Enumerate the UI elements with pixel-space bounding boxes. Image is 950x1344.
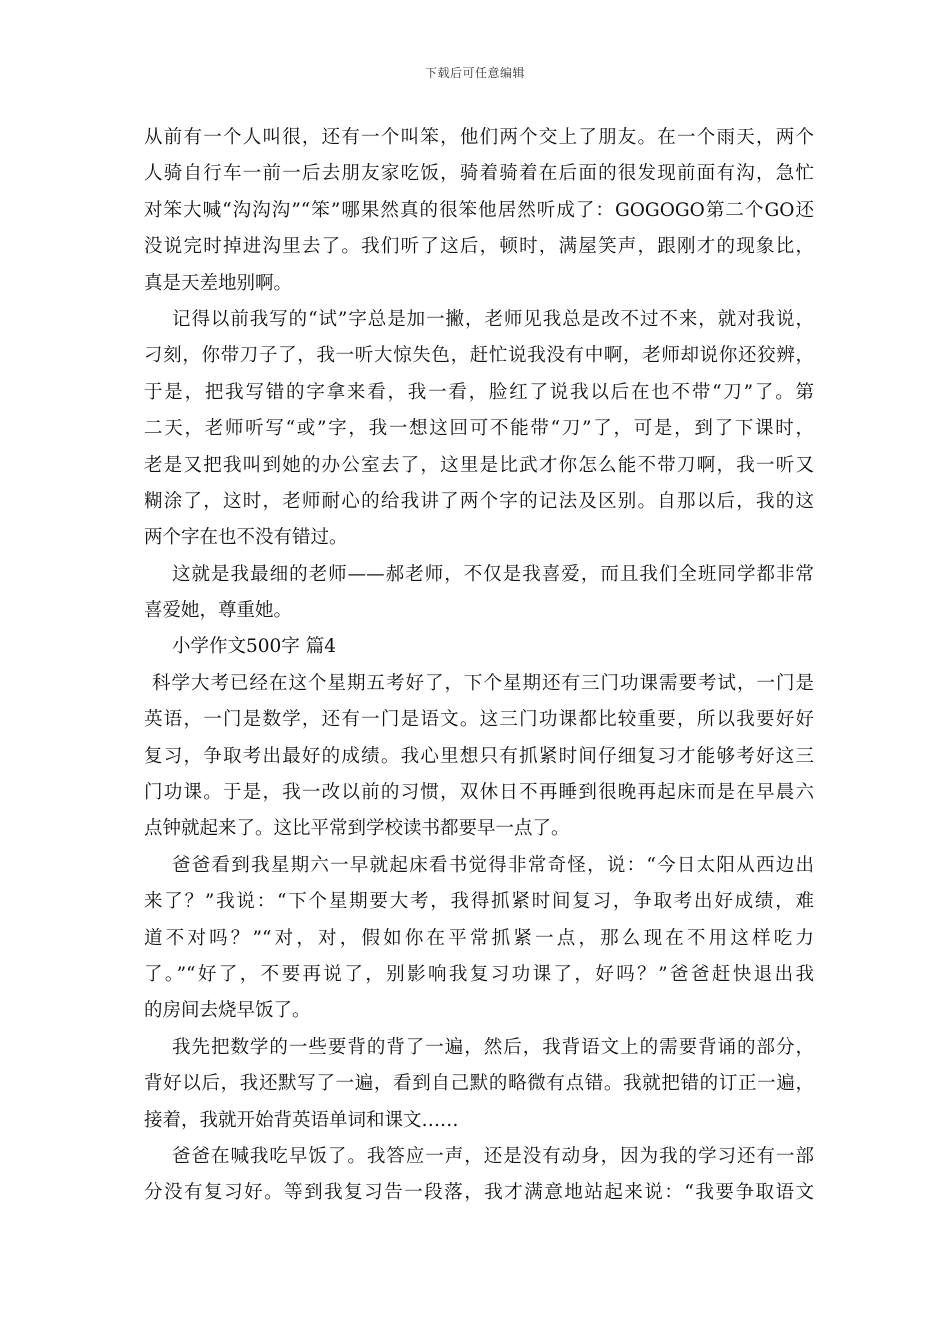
text-line: 我先把数学的一些要背的背了一遍，然后，我背语文上的需要背诵的部分， xyxy=(172,1036,814,1058)
text-line: 接着，我就开始背英语单词和课文…… xyxy=(144,1109,459,1131)
text-line: 点钟就起来了。这比平常到学校读书都要早一点了。 xyxy=(144,818,570,840)
paragraph xyxy=(144,120,814,302)
text-line: 爸爸在喊我吃早饭了。我答应一声，还是没有动身，因为我的学习还有一部 xyxy=(172,1145,814,1167)
text-line: 二天，老师听写“或”字，我一想这回可不能带“刀”了，可是，到了下课时， xyxy=(144,418,814,440)
text-line: 背好以后，我还默写了一遍，看到自己默的略微有点错。我就把错的订正一遍， xyxy=(144,1073,814,1095)
paragraph xyxy=(144,557,814,630)
text-line: 没说完时掉进沟里去了。我们听了这后，顿时，满屋笑声，跟刚才的现象比， xyxy=(144,236,814,258)
text-line: 人骑自行车一前一后去朋友家吃饭，骑着骑着在后面的很发现前面有沟，急忙 xyxy=(144,163,814,185)
text-line: 来了？”我说：“下个星期要大考，我得抓紧时间复习，争取考出好成绩，难 xyxy=(144,891,814,913)
text-line: 爸爸看到我星期六一早就起床看书觉得非常奇怪，说：“今日太阳从西边出 xyxy=(172,854,814,876)
text-line: 老是又把我叫到她的办公室去了，这里是比武才你怎么能不带刀啊，我一听又 xyxy=(144,454,814,476)
text-line: 记得以前我写的“试”字总是加一撇，老师见我总是改不过不来，就对我说， xyxy=(172,308,814,330)
paragraph xyxy=(144,848,814,1030)
section-heading xyxy=(144,629,814,665)
document-body xyxy=(144,120,814,1212)
paragraph xyxy=(144,302,814,557)
paragraph xyxy=(144,666,814,848)
paragraph xyxy=(144,1139,814,1212)
text-line: 糊涂了，这时，老师耐心的给我讲了两个字的记法及区别。自那以后，我的这 xyxy=(144,490,814,512)
text-line: 两个字在也不没有错过。 xyxy=(144,527,348,549)
section-heading-text: 小学作文500字 篇4 xyxy=(172,636,336,658)
text-line: 于是，把我写错的字拿来看，我一看，脸红了说我以后在也不带“刀”了。第 xyxy=(144,381,814,403)
text-line: 对笨大喊“沟沟沟”“笨”哪果然真的很笨他居然听成了：GOGOGO第二个GO还 xyxy=(144,199,814,221)
text-line: 复习，争取考出最好的成绩。我心里想只有抓紧时间仔细复习才能够考好这三 xyxy=(144,745,814,767)
page-header: 下载后可任意编辑 xyxy=(424,66,525,80)
text-line: 英语，一门是数学，还有一门是语文。这三门功课都比较重要，所以我要好好 xyxy=(144,709,814,731)
text-line: 科学大考已经在这个星期五考好了，下个星期还有三门功课需要考试，一门是 xyxy=(152,672,814,694)
text-line: 从前有一个人叫很，还有一个叫笨，他们两个交上了朋友。在一个雨天，两个 xyxy=(144,127,814,148)
text-line: 道不对吗？”“对，对，假如你在平常抓紧一点，那么现在不用这样吃力 xyxy=(144,927,814,949)
text-line: 分没有复习好。等到我复习告一段落，我才满意地站起来说：“我要争取语文 xyxy=(144,1182,814,1204)
text-line: 喜爱她，尊重她。 xyxy=(144,600,293,622)
text-line: 的房间去烧早饭了。 xyxy=(144,1000,311,1022)
paragraph xyxy=(144,1030,814,1139)
text-line: 了。”“好了，不要再说了，别影响我复习功课了，好吗？”爸爸赶快退出我 xyxy=(144,963,814,985)
text-line: 真是天差地别啊。 xyxy=(144,272,293,294)
text-line: 刁刻，你带刀子了，我一听大惊失色，赶忙说我没有中啊，老师却说你还狡辨， xyxy=(144,345,814,367)
text-line: 这就是我最细的老师——郝老师，不仅是我喜爱，而且我们全班同学都非常 xyxy=(172,563,814,585)
text-line: 门功课。于是，我一改以前的习惯，双休日不再睡到很晚再起床而是在早晨六 xyxy=(144,782,814,804)
